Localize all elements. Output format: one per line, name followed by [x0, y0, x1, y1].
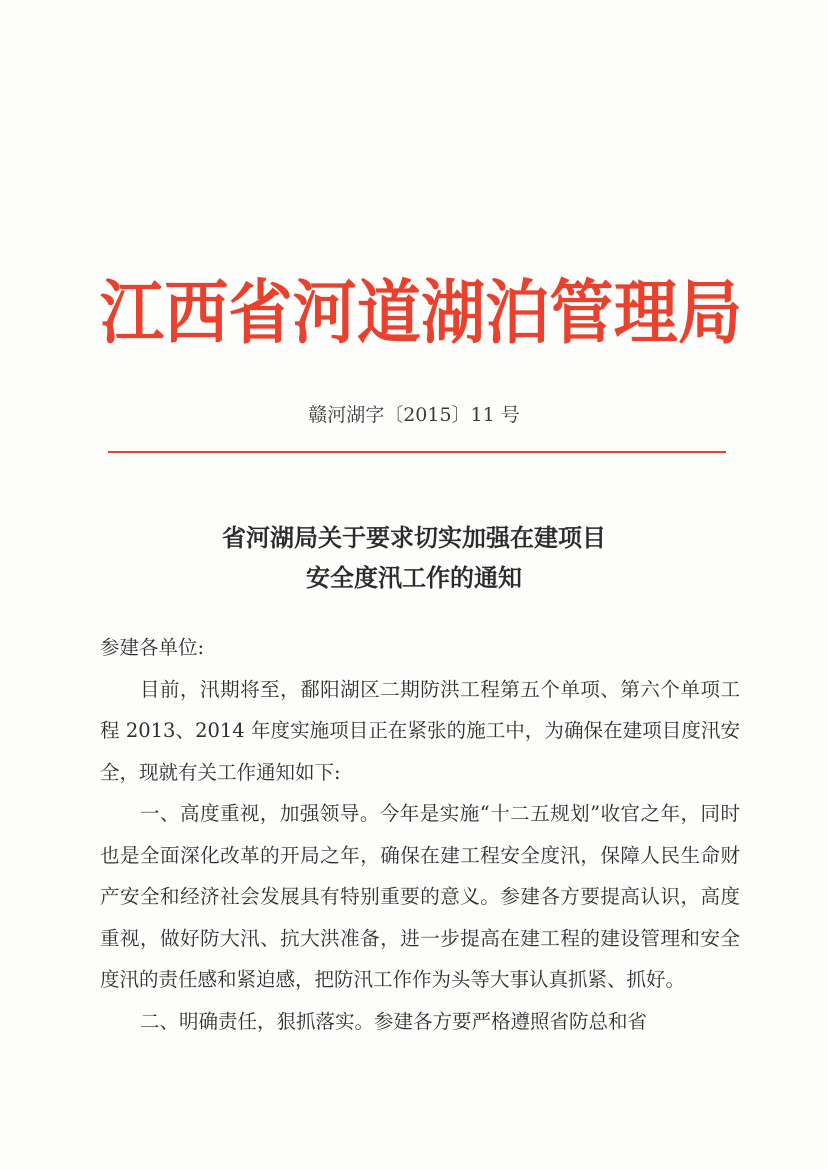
document-body — [100, 627, 740, 1042]
issuer-char: 省 — [228, 274, 293, 354]
title-line-2: 安全度汛工作的通知 — [306, 563, 522, 592]
salutation: 参建各单位: — [100, 636, 205, 659]
issuer-char: 江 — [100, 274, 164, 354]
issuer-char: 河 — [292, 274, 357, 354]
body-paragraph: 一、高度重视，加强领导。今年是实施“十二五规划”收官之年，同时也是全面深化改革的开局之年，确保在建工程安全度汛，保障人民生命财产安全和经济社会发展具有特别重要的意义。参建各方要提高认识，高度重视，做好防大汛、抗大洪准备，进一步提高在建工程的建设管理和安全度汛的责任感和紧迫感，把防汛工作作为头等大事认真抓紧、抓好。 — [100, 802, 740, 991]
issuer-char: 局 — [677, 274, 742, 354]
red-divider-line — [108, 451, 726, 453]
issuer-char: 西 — [164, 274, 229, 354]
issuer-heading — [100, 272, 740, 356]
body-paragraph: 二、明确责任，狠抓落实。参建各方要严格遵照省防总和省 — [140, 1009, 648, 1033]
issuer-char: 道 — [356, 274, 421, 354]
issuer-char: 泊 — [485, 274, 550, 354]
title-line-1: 省河湖局关于要求切实加强在建项目 — [222, 523, 606, 552]
document-title — [0, 518, 828, 598]
issuer-char: 管 — [549, 274, 614, 354]
body-paragraph: 目前，汛期将至，鄱阳湖区二期防洪工程第五个单项、第六个单项工程 2013、2014 年度实施项目正在紧张的施工中，为确保在建项目度汛安全，现就有关工作通知如下: — [100, 677, 740, 784]
issuer-char: 理 — [613, 274, 678, 354]
issuer-char: 湖 — [421, 274, 486, 354]
document-number: 赣河湖字〔2015〕11 号 — [308, 404, 520, 426]
